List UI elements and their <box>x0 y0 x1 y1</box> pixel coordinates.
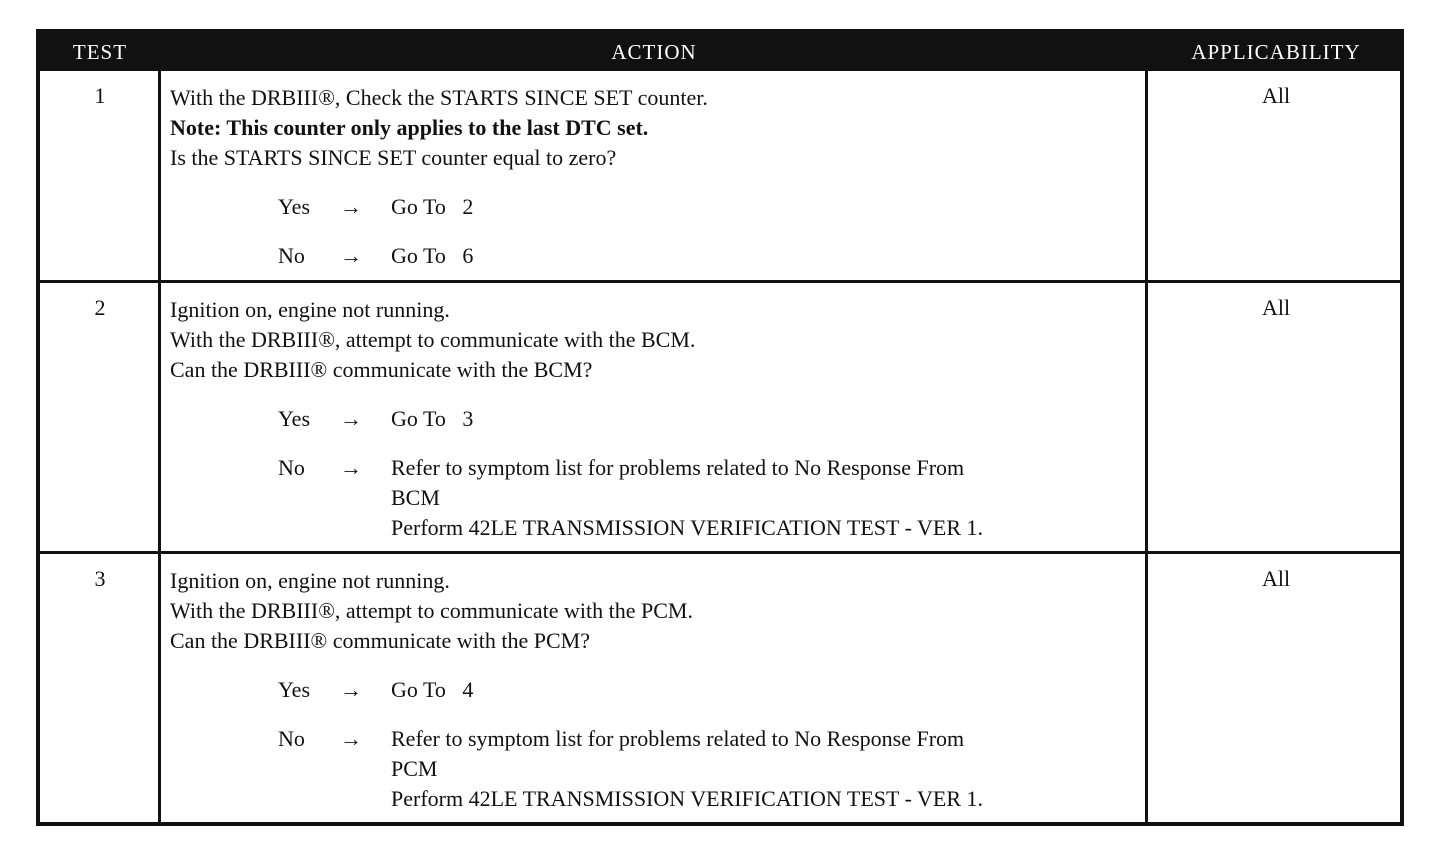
action-note: Note: This counter only applies to the last DTC set. <box>170 115 649 140</box>
yes-label: Yes <box>278 194 311 219</box>
no-result <box>391 453 1151 543</box>
arrow-icon: → <box>340 406 362 431</box>
applicability-cell: All <box>1261 295 1291 320</box>
action-line: Ignition on, engine not running. <box>170 568 450 593</box>
table-row <box>40 71 1400 280</box>
no-label: No <box>278 726 305 751</box>
arrow-icon: → <box>340 194 362 219</box>
header-applicability: APPLICABILITY <box>1191 40 1361 64</box>
action-line: With the DRBIII®, Check the STARTS SINCE SET counter. <box>170 85 708 110</box>
action-question: Can the DRBIII® communicate with the BCM? <box>170 357 593 382</box>
yes-result: Go To 3 <box>391 406 474 431</box>
action-line: With the DRBIII®, attempt to communicate with the PCM. <box>170 598 693 623</box>
test-number: 1 <box>94 83 106 108</box>
applicability-cell: All <box>1261 83 1291 108</box>
arrow-icon: → <box>340 677 362 702</box>
table-row <box>40 283 1400 551</box>
header-test: TEST <box>72 40 128 64</box>
action-cell <box>170 83 1148 271</box>
action-question: Is the STARTS SINCE SET counter equal to zero? <box>170 145 617 170</box>
no-result-line: BCM <box>391 485 440 510</box>
action-cell <box>170 566 1148 814</box>
yes-label: Yes <box>278 406 311 431</box>
yes-branch <box>170 404 1148 434</box>
no-branch <box>170 453 1148 543</box>
no-branch <box>170 724 1148 814</box>
no-result-line: PCM <box>391 756 438 781</box>
test-number: 3 <box>94 566 106 591</box>
arrow-icon: → <box>340 243 362 268</box>
yes-result: Go To 4 <box>391 677 474 702</box>
no-result <box>391 724 1151 814</box>
no-result-line: Perform 42LE TRANSMISSION VERIFICATION TEST - VER 1. <box>391 786 983 811</box>
no-branch <box>170 241 1148 271</box>
no-result-line: Refer to symptom list for problems related to No Response From <box>391 726 965 751</box>
applicability-cell: All <box>1261 566 1291 591</box>
test-number: 2 <box>94 295 106 320</box>
action-cell <box>170 295 1148 543</box>
no-result-line: Perform 42LE TRANSMISSION VERIFICATION TEST - VER 1. <box>391 515 983 540</box>
table-row <box>40 554 1400 822</box>
arrow-icon: → <box>340 726 362 751</box>
no-label: No <box>278 243 305 268</box>
yes-branch <box>170 675 1148 705</box>
table-header <box>40 33 1400 71</box>
action-line: Ignition on, engine not running. <box>170 297 450 322</box>
yes-branch <box>170 192 1148 222</box>
yes-result: Go To 2 <box>391 194 474 219</box>
no-result: Go To 6 <box>391 243 474 268</box>
action-line: With the DRBIII®, attempt to communicate with the BCM. <box>170 327 696 352</box>
diagnostic-test-table <box>36 29 1404 826</box>
no-result-line: Refer to symptom list for problems related to No Response From <box>391 455 965 480</box>
no-label: No <box>278 455 305 480</box>
arrow-icon: → <box>340 455 362 480</box>
header-action: ACTION <box>611 40 697 64</box>
yes-label: Yes <box>278 677 311 702</box>
action-question: Can the DRBIII® communicate with the PCM? <box>170 628 590 653</box>
